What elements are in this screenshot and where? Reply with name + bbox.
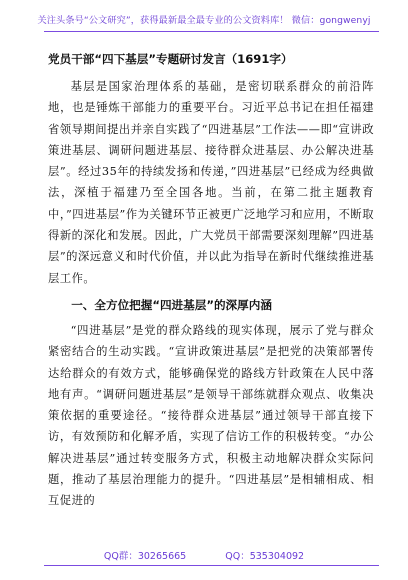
intro-paragraph: 基层是国家治理体系的基础，是密切联系群众的前沿阵地，也是锤炼干部能力的重要平台。习近平总书记在担任福建省领导期间提出并亲自实践了“四进基层”工作法——即“宣讲政策进基层、调研问题进基层、接待群众进基层、办公解决进基层”。经过35年的持续发扬和传递，”四进基层”已经成为经典做法，深植于福建乃至全国各地。当前，在第二批主题教育中，”四进基层”作为关键环节正被更广泛地学习和应用，不断取得新的深化和发展。因此，广大党员干部需要深刻理解”四进基层”的深远意义和时代价值，并以此为指导在新时代继续推进基层工作。: [48, 80, 374, 285]
section-heading: 一、全方位把握“四进基层”的深厚内涵: [71, 297, 272, 312]
footer-qq: QQ：535304092: [225, 551, 305, 562]
footer-qq-group: QQ群：30265665: [103, 551, 187, 562]
header-banner: 关注头条号“公文研究”，获得最新最全最专业的公文资料库！ 微信：gongwenyj: [37, 15, 371, 26]
footer-divider: [44, 565, 379, 566]
document-title: 党员干部“四下基层”专题研讨发言（1691字）: [48, 52, 293, 66]
document-body: [48, 48, 374, 512]
header-divider: [44, 31, 379, 32]
section-paragraph: “四进基层”是党的群众路线的现实体现，展示了党与群众紧密结合的生动实践。“宣讲政策进基层”是把党的决策部署传达给群众的有效方式，能够确保党的路线方针政策在人民中落地有声。“调研问题进基层”是领导干部练就群众观点、收集决策依据的重要途径。“接待群众进基层”通过领导干部直接下访，有效预防和化解矛盾，实现了信访工作的积极转变。“办公解决进基层”通过转变服务方式，积极主动地解决群众实际问题，推动了基层治理能力的提升。“四进基层”是相辅相成、相互促进的: [48, 323, 374, 508]
footer-contact: [0, 548, 408, 562]
